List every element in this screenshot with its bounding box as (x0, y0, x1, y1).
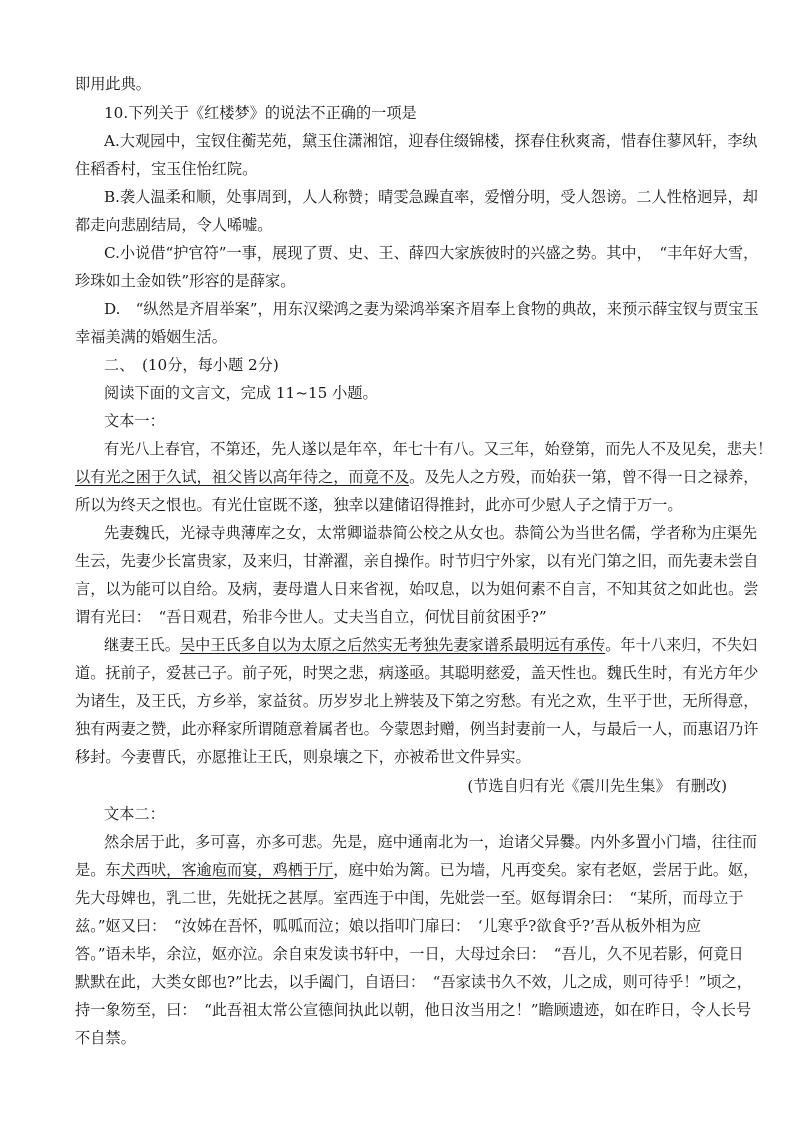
text-one-line: 移封。今妻曹氏，亦愿推让王氏，则泉壤之下，亦被希世文件异实。 (75, 748, 531, 766)
text-one-line: 道。抚前子，爱甚己子。前子死，时哭之悲，病遂亟。其聪明慈爱，盖天性也。魏氏生时，有光方年少 (75, 664, 759, 682)
question-10-stem: 10.下列关于《红楼梦》的说法不正确的一项是 (104, 104, 417, 122)
reading-instruction: 阅读下面的文言文，完成 11~15 小题。 (104, 384, 378, 402)
text-two-line: 持一象笏至，曰： “此吾祖太常公宣德间执此以朝，他日汝当用之！”瞻顾遗迹，如在昨日，令人长号 (75, 1001, 752, 1019)
text-one-label: 文本一： (104, 412, 165, 430)
text-one-line: 为诸生，及王氏，方乡举，家益贫。历岁岁北上辨装及下第之穷愁。有光之欢，生平于世，无所得意， (75, 692, 759, 710)
text-two-line: 然余居于此，多可喜，亦多可悲。先是，庭中通南北为一，迨诸父异爨。内外多置小门墙，往往而 (104, 833, 758, 851)
text-one-line: 先妻魏氏，光禄寺典薄库之女，太常卿谥恭简公校之从女也。恭简公为当世名儒，学者称为庄渠先 (104, 524, 758, 542)
underlined-sentence: 吴中王氏多自以为太原之后然实无考独先妻家谱系最明远有承传 (179, 636, 606, 654)
text-one-line: 谓有光曰： “吾日观君，殆非今世人。丈夫当自立，何忧目前贫困乎?” (75, 608, 547, 626)
option-c-line-2: 珍珠如土金如铁”形容的是薛家。 (75, 272, 296, 290)
text-one-line: 有光八上春官，不第还，先人遂以是年卒，年七十有八。又三年，始登第，而先人不及见矣，悲夫！ (104, 440, 773, 458)
option-c-line-1: C.小说借“护官符”一事，展现了贾、史、王、薛四大家族彼时的兴盛之势。其中， “丰年好大雪， (104, 244, 759, 262)
text-two-label: 文本二： (104, 805, 165, 823)
section-two-heading: 二、 (10分，每小题 2分) (104, 356, 279, 374)
text-one-line: 所以为终天之恨也。有光仕宦既不遂，独幸以建储诏得推封，此亦可少慰人子之情于万一。 (75, 496, 683, 514)
text-two-line: 兹。”妪又曰： “汝姊在吾怀，呱呱而泣；娘以指叩门扉曰： ‘儿寒乎?欲食乎?’吾从板外相为应 (75, 917, 702, 935)
option-d-line-2: 幸福美满的婚姻生活。 (75, 328, 227, 346)
text-two-line: 不自禁。 (75, 1029, 136, 1047)
text-one-line: 生云，先妻少长富贵家，及来归，甘澣濯，亲自操作。时节归宁外家，以有光门第之旧，而先妻未尝自 (75, 552, 759, 570)
underlined-sentence: 犬西吠，客逾庖而宴，鸡栖于厅 (120, 861, 334, 879)
text-one-line: 独有两妻之赞，此亦释家所谓随意着属者也。今蒙恩封赠，例当封妻前一人，与最后一人，而惠诏乃许 (75, 720, 759, 738)
text-two-line: 先大母婢也，乳二世，先妣抚之甚厚。室西连于中闺，先妣尝一至。妪每谓余曰： “某所，而母立于 (75, 889, 744, 907)
text-two-line: 是。东犬西吠，客逾庖而宴，鸡栖于厅，庭中始为篱。已为墙，凡再变矣。家有老妪，尝居于此。妪， (75, 861, 759, 879)
text-one-line: 继妻王氏。吴中王氏多自以为太原之后然实无考独先妻家谱系最明远有承传。年十八来归，不失妇 (104, 636, 758, 654)
option-d-line-1: D. “纵然是齐眉举案”，用东汉梁鸿之妻为梁鸿举案齐眉奉上食物的典故，来预示薛宝钗与贾宝玉 (104, 300, 759, 318)
underlined-sentence: 以有光之困于久试，祖父皆以高年待之，而竟不及 (75, 468, 410, 486)
text-two-line: 默默在此，大类女郎也?”比去，以手阖门，自语曰： “吾家读书久不效，儿之成，则可待乎！”顷之， (75, 973, 752, 991)
option-a-line-1: A.大观园中，宝钗住蘅芜苑，黛玉住潇湘馆，迎春住缀锦楼，探春住秋爽斋，惜春住蓼风轩，李纨 (104, 132, 758, 150)
option-b-line-2: 都走向悲剧结局，令人唏嘘。 (75, 216, 273, 234)
option-a-line-2: 住稻香村，宝玉住怡红院。 (75, 160, 258, 178)
text-one-line: 言，以为能可以自给。及病，妻母遣人日来省视，始叹息，以为姐何素不自言，不知其贫之如此也。尝 (75, 580, 759, 598)
option-b-line-1: B.袭人温柔和顺，处事周到，人人称赞；晴雯急躁直率，爱憎分明，受人怨谤。二人性格迥异，却 (104, 188, 758, 206)
text-two-line: 答。”语未毕，余泣，妪亦泣。余自束发读书轩中，一日，大母过余曰： “吾儿，久不见若影，何竟日 (75, 945, 744, 963)
source-citation: (节选自归有光《震川先生集》 有删改) (467, 777, 727, 795)
text-line: 即用此典。 (75, 75, 151, 93)
text-one-line: 以有光之困于久试，祖父皆以高年待之，而竟不及。及先人之方殁，而始获一第，曾不得一日之禄养， (75, 468, 759, 486)
